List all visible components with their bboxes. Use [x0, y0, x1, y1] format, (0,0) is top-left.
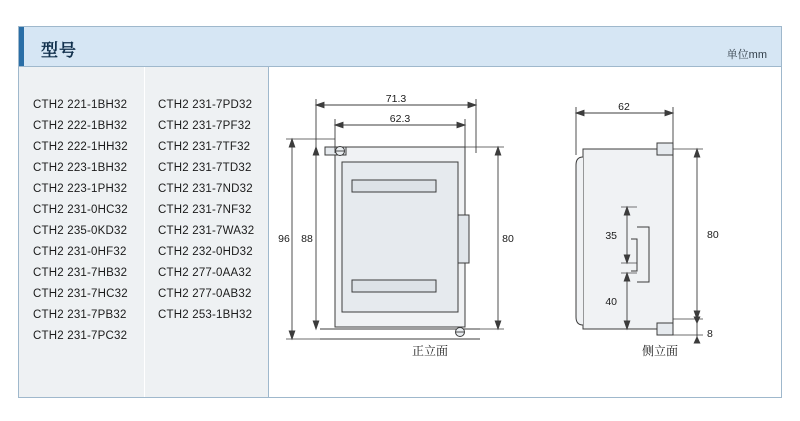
unit-label: 单位mm — [726, 49, 767, 61]
sheet-header — [18, 26, 782, 66]
page-title: 型号 — [41, 41, 77, 60]
list-item: CTH2 277-0AB32 — [158, 288, 252, 300]
dim-front-right: 80 — [502, 233, 514, 245]
list-item: CTH2 231-7PC32 — [33, 330, 128, 342]
dim-front-left-outer: 96 — [278, 233, 290, 245]
list-item: CTH2 231-0HC32 — [33, 204, 128, 216]
list-item: CTH2 231-7HB32 — [33, 267, 128, 279]
list-item: CTH2 231-7HC32 — [33, 288, 128, 300]
list-item: CTH2 231-7PD32 — [158, 99, 253, 111]
list-item: CTH2 232-0HD32 — [158, 246, 253, 258]
dim-side-top: 62 — [618, 101, 630, 113]
dim-side-inner-lower: 40 — [605, 296, 617, 308]
list-item: CTH2 222-1BH32 — [33, 120, 128, 132]
dim-side-inner-upper: 35 — [605, 230, 617, 242]
front-view-drawing — [270, 67, 560, 347]
dim-front-top-inner: 62.3 — [389, 113, 411, 125]
list-item: CTH2 253-1BH32 — [158, 309, 253, 321]
list-item: CTH2 277-0AA32 — [158, 267, 252, 279]
list-item: CTH2 223-1PH32 — [33, 183, 128, 195]
header-accent-bar — [19, 27, 24, 66]
list-item: CTH2 235-0KD32 — [33, 225, 128, 237]
side-view-drawing — [545, 67, 775, 347]
dim-front-top-outer: 71.3 — [385, 93, 407, 105]
list-item: CTH2 231-7WA32 — [158, 225, 255, 237]
front-view-caption: 正立面 — [411, 344, 448, 358]
list-item: CTH2 222-1HH32 — [33, 141, 128, 153]
drawing-area — [270, 67, 781, 397]
list-item: CTH2 231-7ND32 — [158, 183, 253, 195]
list-item: CTH2 231-7TD32 — [158, 162, 252, 174]
dim-side-bottom: 8 — [707, 328, 713, 340]
list-item: CTH2 221-1BH32 — [33, 99, 128, 111]
list-item: CTH2 223-1BH32 — [33, 162, 128, 174]
list-item: CTH2 231-0HF32 — [33, 246, 127, 258]
side-view-caption: 侧立面 — [641, 344, 678, 358]
list-item: CTH2 231-7NF32 — [158, 204, 252, 216]
model-number-panel — [19, 67, 269, 397]
model-list-column-1 — [33, 95, 128, 347]
model-list-column-2 — [158, 95, 254, 326]
list-item: CTH2 231-7TF32 — [158, 141, 251, 153]
list-item: CTH2 231-7PF32 — [158, 120, 251, 132]
sheet-body — [18, 66, 782, 398]
dim-side-right: 80 — [707, 229, 719, 241]
spec-sheet — [18, 26, 782, 398]
column-divider — [144, 67, 145, 397]
dim-front-left-inner: 88 — [301, 233, 313, 245]
list-item: CTH2 231-7PB32 — [33, 309, 127, 321]
